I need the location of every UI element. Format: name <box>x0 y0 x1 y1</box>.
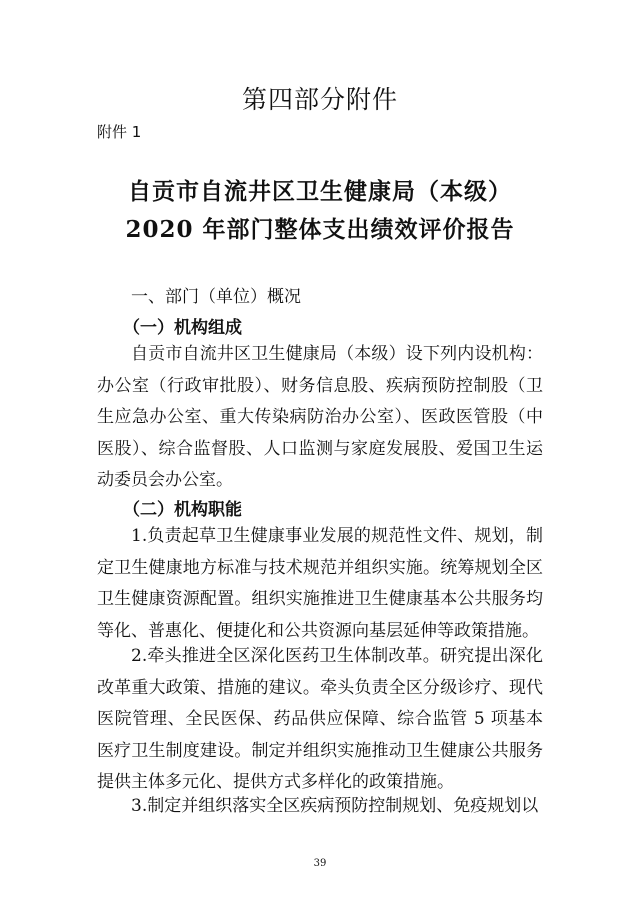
part-title: 第四部分附件 <box>241 85 398 114</box>
duty-paragraph-3: 3.制定并组织落实全区疾病预防控制规划、免疫规划以 <box>131 796 539 816</box>
duty-paragraph-1: 1.负责起草卫生健康事业发展的规范性文件、规划，制定卫生健康地方标准与技术规范并组织实施。统筹规划全区卫生健康资源配置。组织实施推进卫生健康基本公共服务均等化、普惠化、便捷化和公共资源向基层延伸等政策措施。 <box>97 526 543 641</box>
section1-heading: 一、部门（单位）概况 <box>131 287 301 307</box>
subsection1-heading: （一）机构组成 <box>123 318 242 338</box>
report-title-line1: 自贡市自流井区卫生健康局（本级） <box>128 178 512 205</box>
attachment-label: 附件 1 <box>97 123 142 141</box>
page-number: 39 <box>313 858 327 869</box>
institution-paragraph: 自贡市自流井区卫生健康局（本级）设下列内设机构：办公室（行政审批股）、财务信息股、疾病预防控制股（卫生应急办公室、重大传染病防治办公室）、医政医管股（中医股）、综合监督股、人口监测与家庭发展股、爱国卫生运动委员会办公室。 <box>97 344 543 490</box>
subsection2-heading: （二）机构职能 <box>123 500 242 520</box>
duty-paragraph-2: 2.牵头推进全区深化医药卫生体制改革。研究提出深化改革重大政策、措施的建议。牵头负责全区分级诊疗、现代医院管理、全民医保、药品供应保障、综合监管 5 项基本医疗卫生制度建设。制定并组织实施推动卫生健康公共服务提供主体多元化、提供方式多样化的政策措施。 <box>97 646 543 792</box>
report-title-line2: 2020 年部门整体支出绩效评价报告 <box>125 216 515 243</box>
